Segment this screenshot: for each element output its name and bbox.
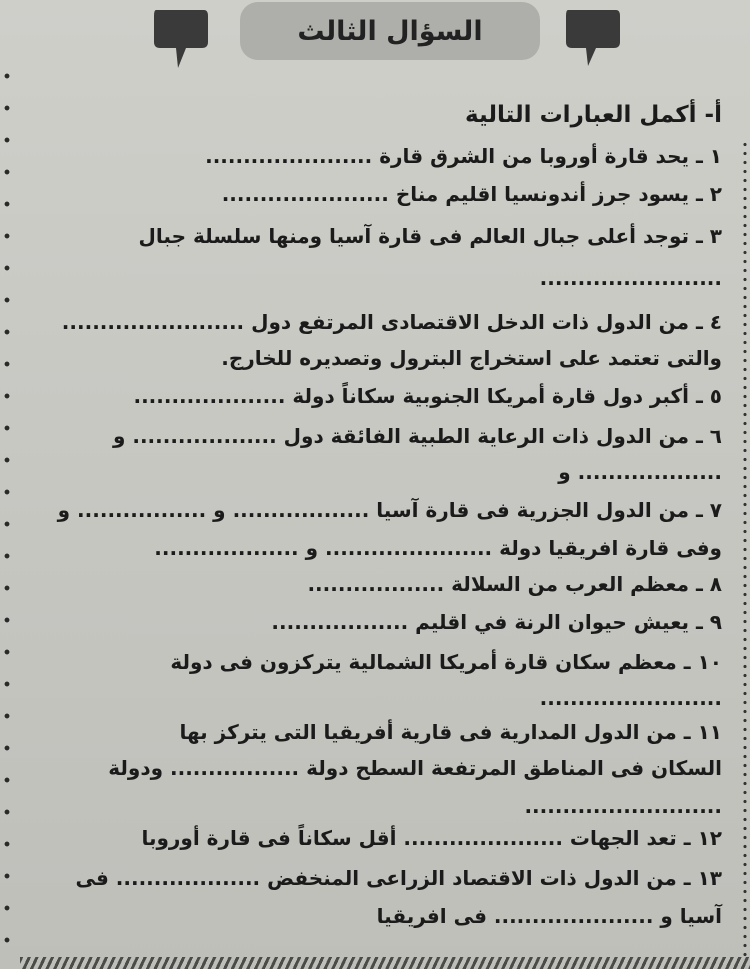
question-line: ........................ xyxy=(539,266,722,290)
header-banner xyxy=(240,2,540,60)
bottom-hatched-border xyxy=(20,957,750,969)
speech-bubble-right-icon xyxy=(564,6,620,70)
question-line: ٩ ـ يعيش حيوان الرنة في اقليم .................. xyxy=(271,610,722,634)
question-line: ٨ ـ معظم العرب من السلالة .................. xyxy=(307,572,722,596)
question-line: ١ ـ يحد قارة أوروبا من الشرق قارة ...................... xyxy=(205,144,722,168)
right-dotted-border xyxy=(743,140,747,960)
question-line: آسيا و ..................... فى افريقيا xyxy=(376,904,722,928)
question-line: السكان فى المناطق المرتفعة السطح دولة ................. ودولة xyxy=(108,756,722,780)
question-line: ٣ ـ توجد أعلى جبال العالم فى قارة آسيا ومنها سلسلة جبال xyxy=(138,224,722,248)
question-line: ١٣ ـ من الدول ذات الاقتصاد الزراعى المنخفض ................... فى xyxy=(75,866,722,890)
section-title: أ- أكمل العبارات التالية xyxy=(465,102,722,128)
question-line: ٦ ـ من الدول ذات الرعاية الطبية الفائقة دول ................... و xyxy=(112,424,722,448)
question-line: ١١ ـ من الدول المدارية فى قارية أفريقيا التى يتركز بها xyxy=(179,720,722,744)
question-line: .......................... xyxy=(524,794,722,818)
question-line: ................... و xyxy=(558,460,722,484)
question-line: ........................ xyxy=(539,686,722,710)
question-line: ٥ ـ أكبر دول قارة أمريكا الجنوبية سكاناً دولة .................... xyxy=(133,384,722,408)
page-title: السؤال الثالث xyxy=(297,15,483,47)
speech-bubble-left-icon xyxy=(152,6,208,70)
question-line: وفى قارة افريقيا دولة ...................... و ................... xyxy=(154,536,722,560)
question-line: ٢ ـ يسود جرز أندونسيا اقليم مناخ ...................... xyxy=(221,182,722,206)
questions-block xyxy=(30,100,722,947)
question-line: ١٢ ـ تعد الجهات ..................... أقل سكاناً فى قارة أوروبا xyxy=(141,826,722,850)
question-line: ١٠ ـ معظم سكان قارة أمريكا الشمالية يتركزون فى دولة xyxy=(170,650,722,674)
question-line: ٤ ـ من الدول ذات الدخل الاقتصادى المرتفع دول ........................ xyxy=(61,310,722,334)
question-line: والتى تعتمد على استخراج البترول وتصديره للخارج. xyxy=(221,346,722,370)
question-line: ٧ ـ من الدول الجزرية فى قارة آسيا .................. و ................. و xyxy=(57,498,722,522)
left-dotted-border xyxy=(4,60,10,960)
